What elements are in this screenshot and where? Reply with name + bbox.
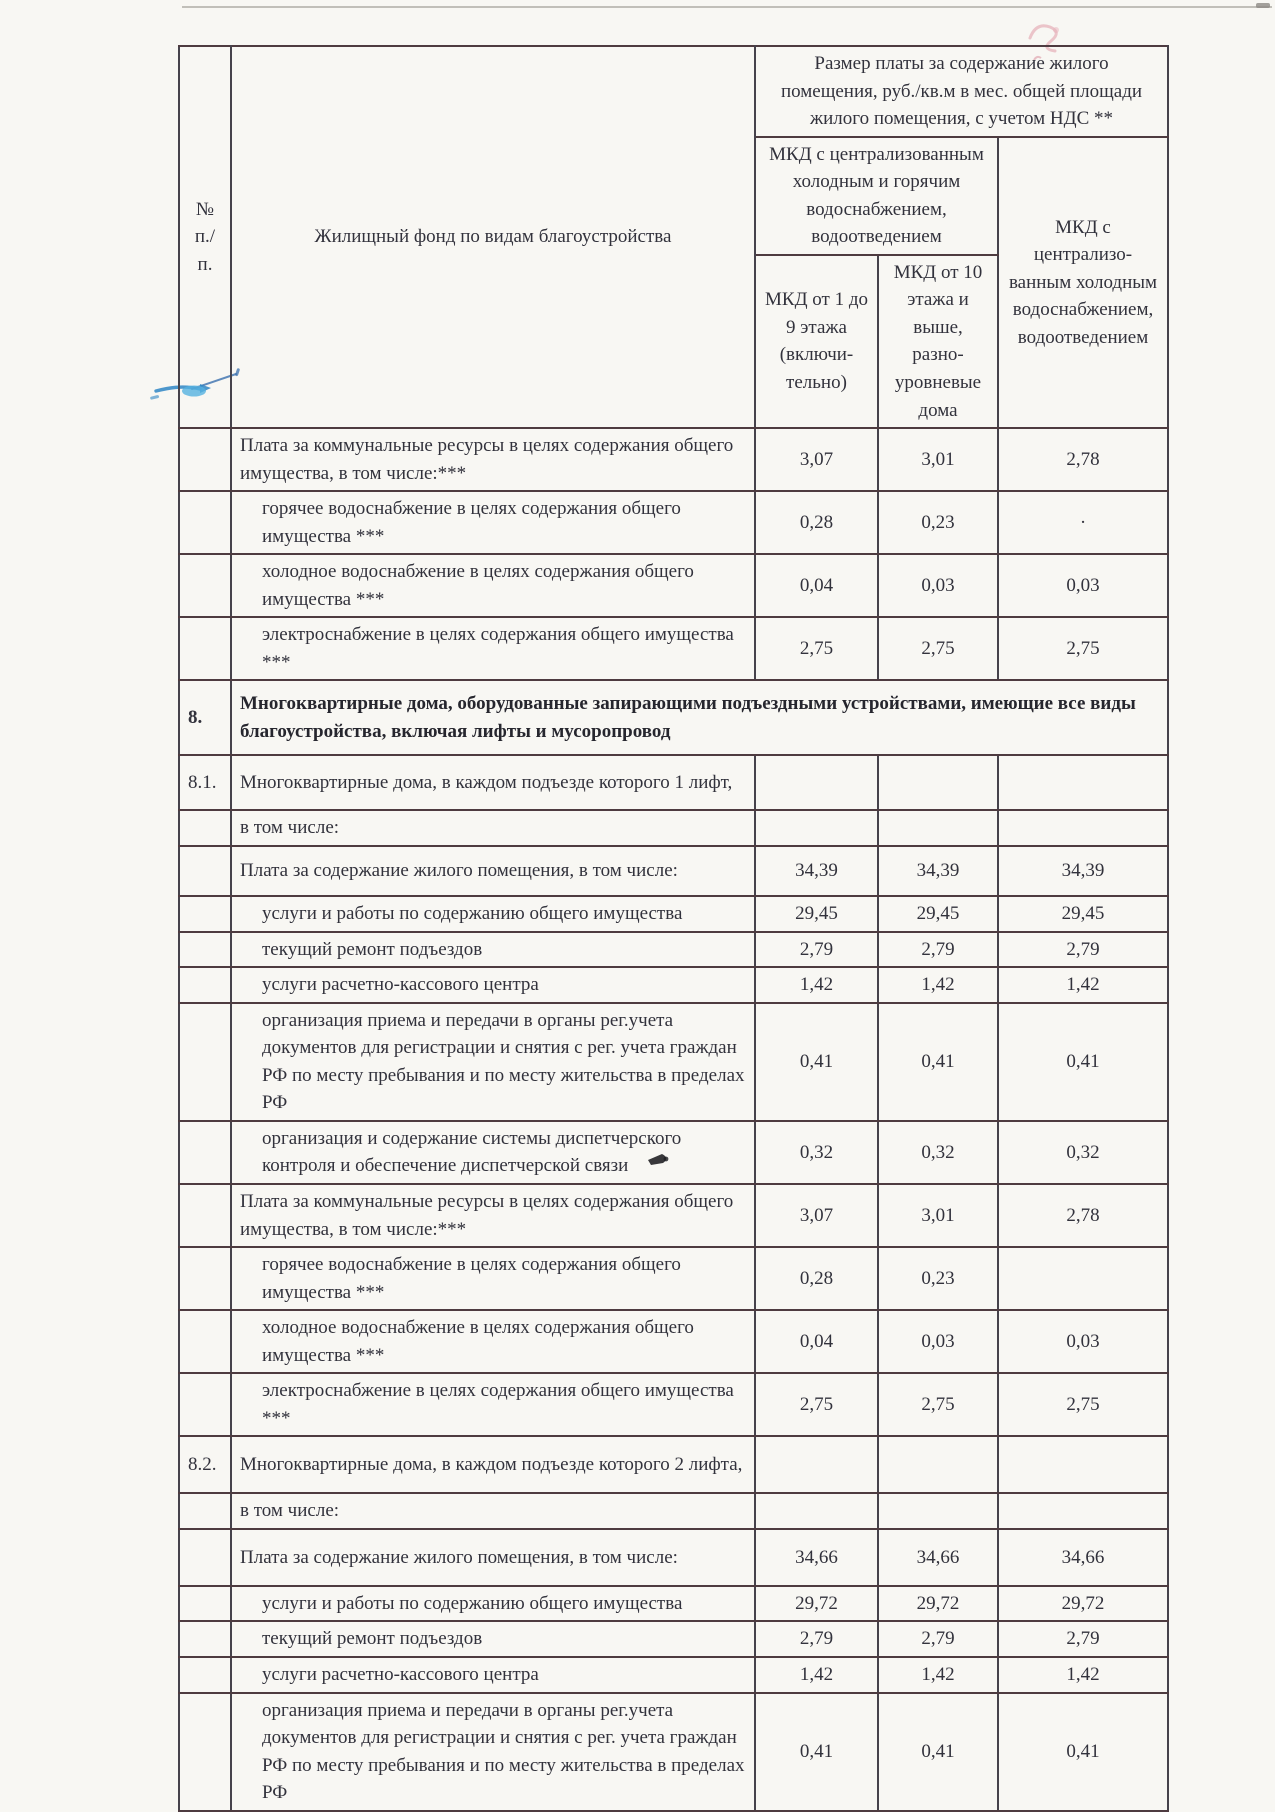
- row-label: электроснабжение в целях содержания общего имущества ***: [231, 1373, 755, 1436]
- value-cell: 0,41: [755, 1003, 878, 1121]
- tariff-table: [178, 45, 1169, 1812]
- row-label: в том числе:: [231, 1493, 755, 1529]
- value-cell: 1,42: [998, 1657, 1168, 1693]
- header-group-cold-hot: МКД с централизованным холодным и горячим водоснабжением, водоотведением: [755, 137, 998, 255]
- section-number: 8.: [179, 680, 231, 755]
- row-number-cell: [179, 1373, 231, 1436]
- value-cell: 0,41: [998, 1693, 1168, 1811]
- value-cell: [755, 810, 878, 846]
- value-cell: 0,28: [755, 1247, 878, 1310]
- value-cell: 0,03: [878, 554, 998, 617]
- value-cell: 0,03: [998, 554, 1168, 617]
- value-cell: 2,78: [998, 1184, 1168, 1247]
- row-number-cell: [179, 428, 231, 491]
- row-number-cell: [179, 1621, 231, 1657]
- value-cell: 0,41: [998, 1003, 1168, 1121]
- header-rate-title: Размер платы за содержание жилого помещения, руб./кв.м в мес. общей площади жилого помещения, с учетом НДС **: [755, 46, 1168, 137]
- row-number-cell: [179, 554, 231, 617]
- row-label: холодное водоснабжение в целях содержания общего имущества ***: [231, 1310, 755, 1373]
- table-row: [179, 1310, 1168, 1373]
- row-number-cell: [179, 1693, 231, 1811]
- value-cell: 0,03: [998, 1310, 1168, 1373]
- value-cell: 0,32: [998, 1121, 1168, 1184]
- value-cell: ·: [998, 491, 1168, 554]
- value-cell: 29,72: [998, 1586, 1168, 1622]
- table-row: [179, 755, 1168, 810]
- table-row: [179, 1184, 1168, 1247]
- page-edge-line: [182, 6, 1272, 8]
- value-cell: 2,75: [998, 617, 1168, 680]
- table-row: [179, 846, 1168, 896]
- value-cell: 0,28: [755, 491, 878, 554]
- value-cell: 0,04: [755, 554, 878, 617]
- value-cell: 2,75: [998, 1373, 1168, 1436]
- row-label: организация приема и передачи в органы рег.учета документов для регистрации и снятия с рег. учета граждан РФ по месту пребывания и по месту жительства в пределах РФ: [231, 1003, 755, 1121]
- row-number-cell: [179, 1247, 231, 1310]
- table-row: [179, 1586, 1168, 1622]
- header-col-10-up: МКД от 10 этажа и выше, разно-уровневые дома: [878, 255, 998, 428]
- table-row: [179, 1529, 1168, 1586]
- value-cell: 0,41: [878, 1693, 998, 1811]
- value-cell: 1,42: [755, 1657, 878, 1693]
- table-row: [179, 1436, 1168, 1493]
- row-number-cell: [179, 810, 231, 846]
- value-cell: 34,66: [755, 1529, 878, 1586]
- value-cell: 0,32: [878, 1121, 998, 1184]
- value-cell: 0,23: [878, 491, 998, 554]
- table-row: [179, 428, 1168, 491]
- value-cell: 2,79: [878, 932, 998, 968]
- value-cell: 2,79: [998, 1621, 1168, 1657]
- table-header-row: [179, 46, 1168, 137]
- row-label: текущий ремонт подъездов: [231, 932, 755, 968]
- value-cell: [878, 810, 998, 846]
- value-cell: [878, 1436, 998, 1493]
- row-label: услуги и работы по содержанию общего имущества: [231, 1586, 755, 1622]
- table-row: [179, 896, 1168, 932]
- value-cell: 2,75: [755, 1373, 878, 1436]
- value-cell: 34,66: [878, 1529, 998, 1586]
- row-number-cell: [179, 1184, 231, 1247]
- value-cell: 29,72: [755, 1586, 878, 1622]
- row-number-cell: [179, 1657, 231, 1693]
- value-cell: 0,23: [878, 1247, 998, 1310]
- row-label: горячее водоснабжение в целях содержания общего имущества ***: [231, 1247, 755, 1310]
- value-cell: [755, 1436, 878, 1493]
- value-cell: 2,79: [755, 1621, 878, 1657]
- row-label: холодное водоснабжение в целях содержания общего имущества ***: [231, 554, 755, 617]
- value-cell: 0,04: [755, 1310, 878, 1373]
- row-number-cell: [179, 491, 231, 554]
- value-cell: 3,01: [878, 1184, 998, 1247]
- value-cell: 3,01: [878, 428, 998, 491]
- row-number-cell: [179, 846, 231, 896]
- row-label: организация и содержание системы диспетчерского контроля и обеспечение диспетчерской связи: [231, 1121, 755, 1184]
- row-label: Плата за коммунальные ресурсы в целях содержания общего имущества, в том числе:***: [231, 428, 755, 491]
- value-cell: [755, 1493, 878, 1529]
- value-cell: 2,79: [755, 932, 878, 968]
- header-number-column: № п./п.: [179, 46, 231, 428]
- row-number-cell: 8.1.: [179, 755, 231, 810]
- value-cell: 2,75: [755, 617, 878, 680]
- section-row: [179, 680, 1168, 755]
- row-number-cell: [179, 932, 231, 968]
- table-row: [179, 1621, 1168, 1657]
- row-label: организация приема и передачи в органы рег.учета документов для регистрации и снятия с рег. учета граждан РФ по месту пребывания и по месту жительства в пределах РФ: [231, 1693, 755, 1811]
- header-col-cold-only: МКД с централизо-ванным холодным водоснабжением, водоотведением: [998, 137, 1168, 428]
- value-cell: 2,78: [998, 428, 1168, 491]
- value-cell: 2,79: [998, 932, 1168, 968]
- row-label: Плата за коммунальные ресурсы в целях содержания общего имущества, в том числе:***: [231, 1184, 755, 1247]
- value-cell: 2,75: [878, 617, 998, 680]
- value-cell: 34,66: [998, 1529, 1168, 1586]
- table-row: [179, 967, 1168, 1003]
- value-cell: [878, 755, 998, 810]
- table-row: [179, 617, 1168, 680]
- table-row: [179, 1493, 1168, 1529]
- row-label: текущий ремонт подъездов: [231, 1621, 755, 1657]
- value-cell: [998, 1493, 1168, 1529]
- value-cell: 0,41: [878, 1003, 998, 1121]
- value-cell: 3,07: [755, 428, 878, 491]
- row-number-cell: 8.2.: [179, 1436, 231, 1493]
- value-cell: [878, 1493, 998, 1529]
- value-cell: 29,45: [878, 896, 998, 932]
- row-label: Плата за содержание жилого помещения, в том числе:: [231, 846, 755, 896]
- row-number-cell: [179, 617, 231, 680]
- header-col-1-9: МКД от 1 до 9 этажа (включи-тельно): [755, 255, 878, 428]
- value-cell: 0,32: [755, 1121, 878, 1184]
- table-row: [179, 1247, 1168, 1310]
- value-cell: [998, 755, 1168, 810]
- table-row: [179, 810, 1168, 846]
- value-cell: [998, 810, 1168, 846]
- value-cell: 3,07: [755, 1184, 878, 1247]
- value-cell: 1,42: [878, 967, 998, 1003]
- table-row: [179, 1003, 1168, 1121]
- value-cell: 0,03: [878, 1310, 998, 1373]
- row-label: услуги расчетно-кассового центра: [231, 967, 755, 1003]
- value-cell: 34,39: [755, 846, 878, 896]
- row-label: Многоквартирные дома, в каждом подъезде которого 2 лифта,: [231, 1436, 755, 1493]
- row-label: услуги и работы по содержанию общего имущества: [231, 896, 755, 932]
- value-cell: 1,42: [755, 967, 878, 1003]
- row-number-cell: [179, 1493, 231, 1529]
- value-cell: [998, 1247, 1168, 1310]
- row-label: горячее водоснабжение в целях содержания общего имущества ***: [231, 491, 755, 554]
- value-cell: [755, 755, 878, 810]
- row-label: в том числе:: [231, 810, 755, 846]
- row-label: услуги расчетно-кассового центра: [231, 1657, 755, 1693]
- value-cell: 34,39: [998, 846, 1168, 896]
- row-number-cell: [179, 967, 231, 1003]
- table-row: [179, 1657, 1168, 1693]
- value-cell: 29,72: [878, 1586, 998, 1622]
- section-title: Многоквартирные дома, оборудованные запирающими подъездными устройствами, имеющие все виды благоустройства, включая лифты и мусоропровод: [231, 680, 1168, 755]
- table-row: [179, 491, 1168, 554]
- row-number-cell: [179, 896, 231, 932]
- table-row: [179, 1373, 1168, 1436]
- table-row: [179, 554, 1168, 617]
- value-cell: 29,45: [755, 896, 878, 932]
- value-cell: 2,75: [878, 1373, 998, 1436]
- row-number-cell: [179, 1310, 231, 1373]
- value-cell: 34,39: [878, 846, 998, 896]
- value-cell: 2,79: [878, 1621, 998, 1657]
- value-cell: 0,41: [755, 1693, 878, 1811]
- row-number-cell: [179, 1529, 231, 1586]
- value-cell: [998, 1436, 1168, 1493]
- row-label: электроснабжение в целях содержания общего имущества ***: [231, 617, 755, 680]
- value-cell: 29,45: [998, 896, 1168, 932]
- value-cell: 1,42: [878, 1657, 998, 1693]
- table-row: [179, 1693, 1168, 1811]
- header-fund-column: Жилищный фонд по видам благоустройства: [231, 46, 755, 428]
- table-row: [179, 1121, 1168, 1184]
- page-edge-mark: [1256, 3, 1270, 8]
- row-number-cell: [179, 1003, 231, 1121]
- row-number-cell: [179, 1121, 231, 1184]
- row-label: Многоквартирные дома, в каждом подъезде которого 1 лифт,: [231, 755, 755, 810]
- row-number-cell: [179, 1586, 231, 1622]
- row-label: Плата за содержание жилого помещения, в том числе:: [231, 1529, 755, 1586]
- value-cell: 1,42: [998, 967, 1168, 1003]
- table-row: [179, 932, 1168, 968]
